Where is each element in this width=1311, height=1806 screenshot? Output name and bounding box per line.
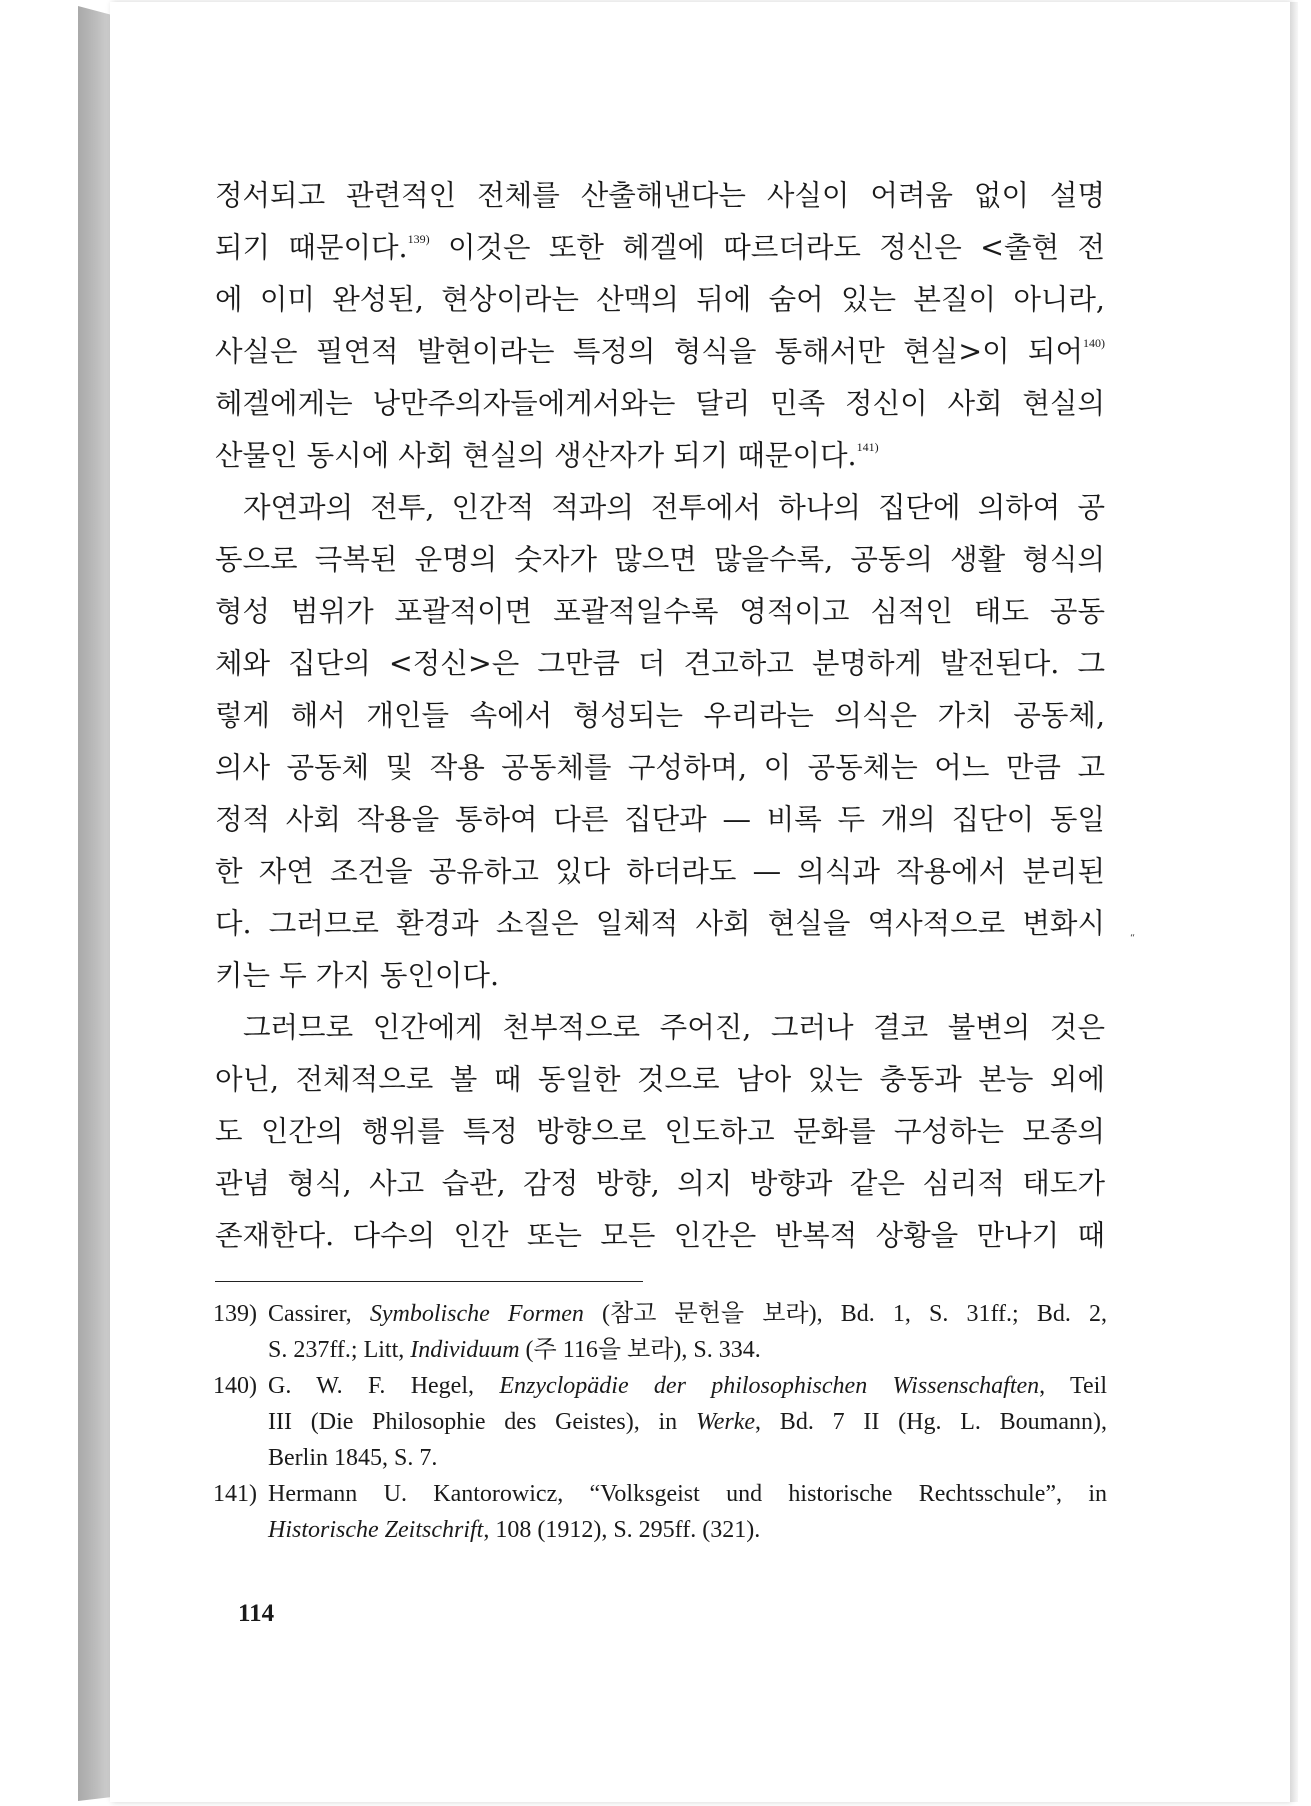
- text-line: [215, 222, 1105, 274]
- text-line: 에 이미 완성된, 현상이라는 산맥의 뒤에 숨어 있는 본질이 아니라,: [215, 283, 1105, 316]
- footnote-title: Werke: [695, 1409, 756, 1435]
- text-line: 존재한다. 다수의 인간 또는 모든 인간은 반복적 상황을 만나기 때: [215, 1219, 1105, 1252]
- footnote-number: 140): [213, 1373, 257, 1399]
- footnote-rule: [215, 1281, 643, 1282]
- text-line: 한 자연 조건을 공유하고 있다 하더라도 — 의식과 작용에서 분리된: [215, 855, 1105, 888]
- text-line: 헤겔에게는 낭만주의자들에게서와는 달리 민족 정신이 사회 현실의: [215, 387, 1105, 420]
- footnote-segment: Berlin 1845, S. 7.: [268, 1445, 438, 1471]
- text-line: 정서되고 관련적인 전체를 산출해낸다는 사실이 어려움 없이 설명: [215, 179, 1105, 212]
- footnote-segment: III (Die Philosophie des Geistes), in: [268, 1409, 696, 1435]
- footnote-reference: 141): [856, 440, 879, 454]
- footnote-line: [268, 1404, 1107, 1440]
- footnote-line: [268, 1296, 1107, 1332]
- footnote-139: [213, 1296, 1107, 1368]
- footnote-141: [213, 1476, 1107, 1548]
- footnote-line: [268, 1512, 1107, 1548]
- text-segment: 이것은 또한 헤겔에 따르더라도 정신은 <출현 전: [429, 231, 1105, 264]
- text-segment: 되기 때문이다.: [215, 231, 408, 264]
- footnote-segment: (주 116을 보라), S. 334.: [519, 1337, 761, 1363]
- footnote-line: [268, 1476, 1107, 1512]
- stray-mark: “: [1130, 933, 1136, 944]
- footnote-segment: Cassirer,: [268, 1301, 370, 1327]
- text-line: 그러므로 인간에게 천부적으로 주어진, 그러나 결코 불변의 것은: [243, 1011, 1105, 1044]
- page-number: 114: [238, 1600, 275, 1627]
- text-line: 체와 집단의 <정신>은 그만큼 더 견고하고 분명하게 발전된다. 그: [215, 647, 1105, 680]
- footnote-segment: G. W. F. Hegel,: [268, 1373, 500, 1399]
- footnote-title: Historische Zeitschrift: [268, 1517, 484, 1543]
- book-spine: [78, 6, 112, 1801]
- text-line: 동으로 극복된 운명의 숫자가 많으면 많을수록, 공동의 생활 형식의: [215, 543, 1105, 576]
- text-segment: 사실은 필연적 발현이라는 특정의 형식을 통해서만 현실>이 되어: [215, 335, 1083, 368]
- footnote-title: Symbolische Formen: [369, 1301, 584, 1327]
- text-line: 다. 그러므로 환경과 소질은 일체적 사회 현실을 역사적으로 변화시: [215, 907, 1105, 940]
- text-line: 정적 사회 작용을 통하여 다른 집단과 — 비록 두 개의 집단이 동일: [215, 803, 1105, 836]
- page-edge: [1290, 2, 1298, 1802]
- footnote-segment: Hermann U. Kantorowicz, “Volksgeist und historische Rechtsschule”, in: [268, 1481, 1107, 1507]
- footnote-segment: , 108 (1912), S. 295ff. (321).: [483, 1517, 761, 1543]
- footnote-segment: (참고 문헌을 보라), Bd. 1, S. 31ff.; Bd. 2,: [583, 1301, 1108, 1327]
- text-line: 도 인간의 행위를 특정 방향으로 인도하고 문화를 구성하는 모종의: [215, 1115, 1105, 1148]
- footnote-number: 141): [213, 1481, 257, 1507]
- footnotes: [213, 1296, 1107, 1548]
- footnote-line: [268, 1440, 1107, 1476]
- footnote-segment: , Teil: [1039, 1373, 1108, 1399]
- text-line: 렇게 해서 개인들 속에서 형성되는 우리라는 의식은 가치 공동체,: [215, 699, 1105, 732]
- body-text: [215, 170, 1105, 1262]
- footnote-line: [268, 1368, 1107, 1404]
- text-line: 아닌, 전체적으로 볼 때 동일한 것으로 남아 있는 충동과 본능 외에: [215, 1063, 1105, 1096]
- footnote-number: 139): [213, 1301, 257, 1327]
- footnote-segment: , Bd. 7 II (Hg. L. Boumann),: [755, 1409, 1107, 1435]
- footnote-reference: 140): [1083, 336, 1105, 350]
- text-line: 형성 범위가 포괄적이면 포괄적일수록 영적이고 심적인 태도 공동: [215, 595, 1105, 628]
- text-line: 자연과의 전투, 인간적 적과의 전투에서 하나의 집단에 의하여 공: [243, 491, 1105, 524]
- text-line: 의사 공동체 및 작용 공동체를 구성하며, 이 공동체는 어느 만큼 고: [215, 751, 1105, 784]
- footnote-reference: 139): [407, 232, 430, 246]
- footnote-140: [213, 1368, 1107, 1476]
- footnote-segment: S. 237ff.; Litt,: [268, 1337, 411, 1363]
- footnote-title: Enzyclopädie der philosophischen Wissenschaften: [499, 1373, 1040, 1399]
- text-segment: 산물인 동시에 사회 현실의 생산자가 되기 때문이다.: [215, 439, 857, 472]
- footnote-title: Individuum: [410, 1337, 520, 1363]
- text-line: [215, 430, 1105, 482]
- text-line: 키는 두 가지 동인이다.: [215, 959, 500, 992]
- footnote-line: [268, 1332, 1107, 1368]
- text-line: [215, 326, 1105, 378]
- text-line: 관념 형식, 사고 습관, 감정 방향, 의지 방향과 같은 심리적 태도가: [215, 1167, 1105, 1200]
